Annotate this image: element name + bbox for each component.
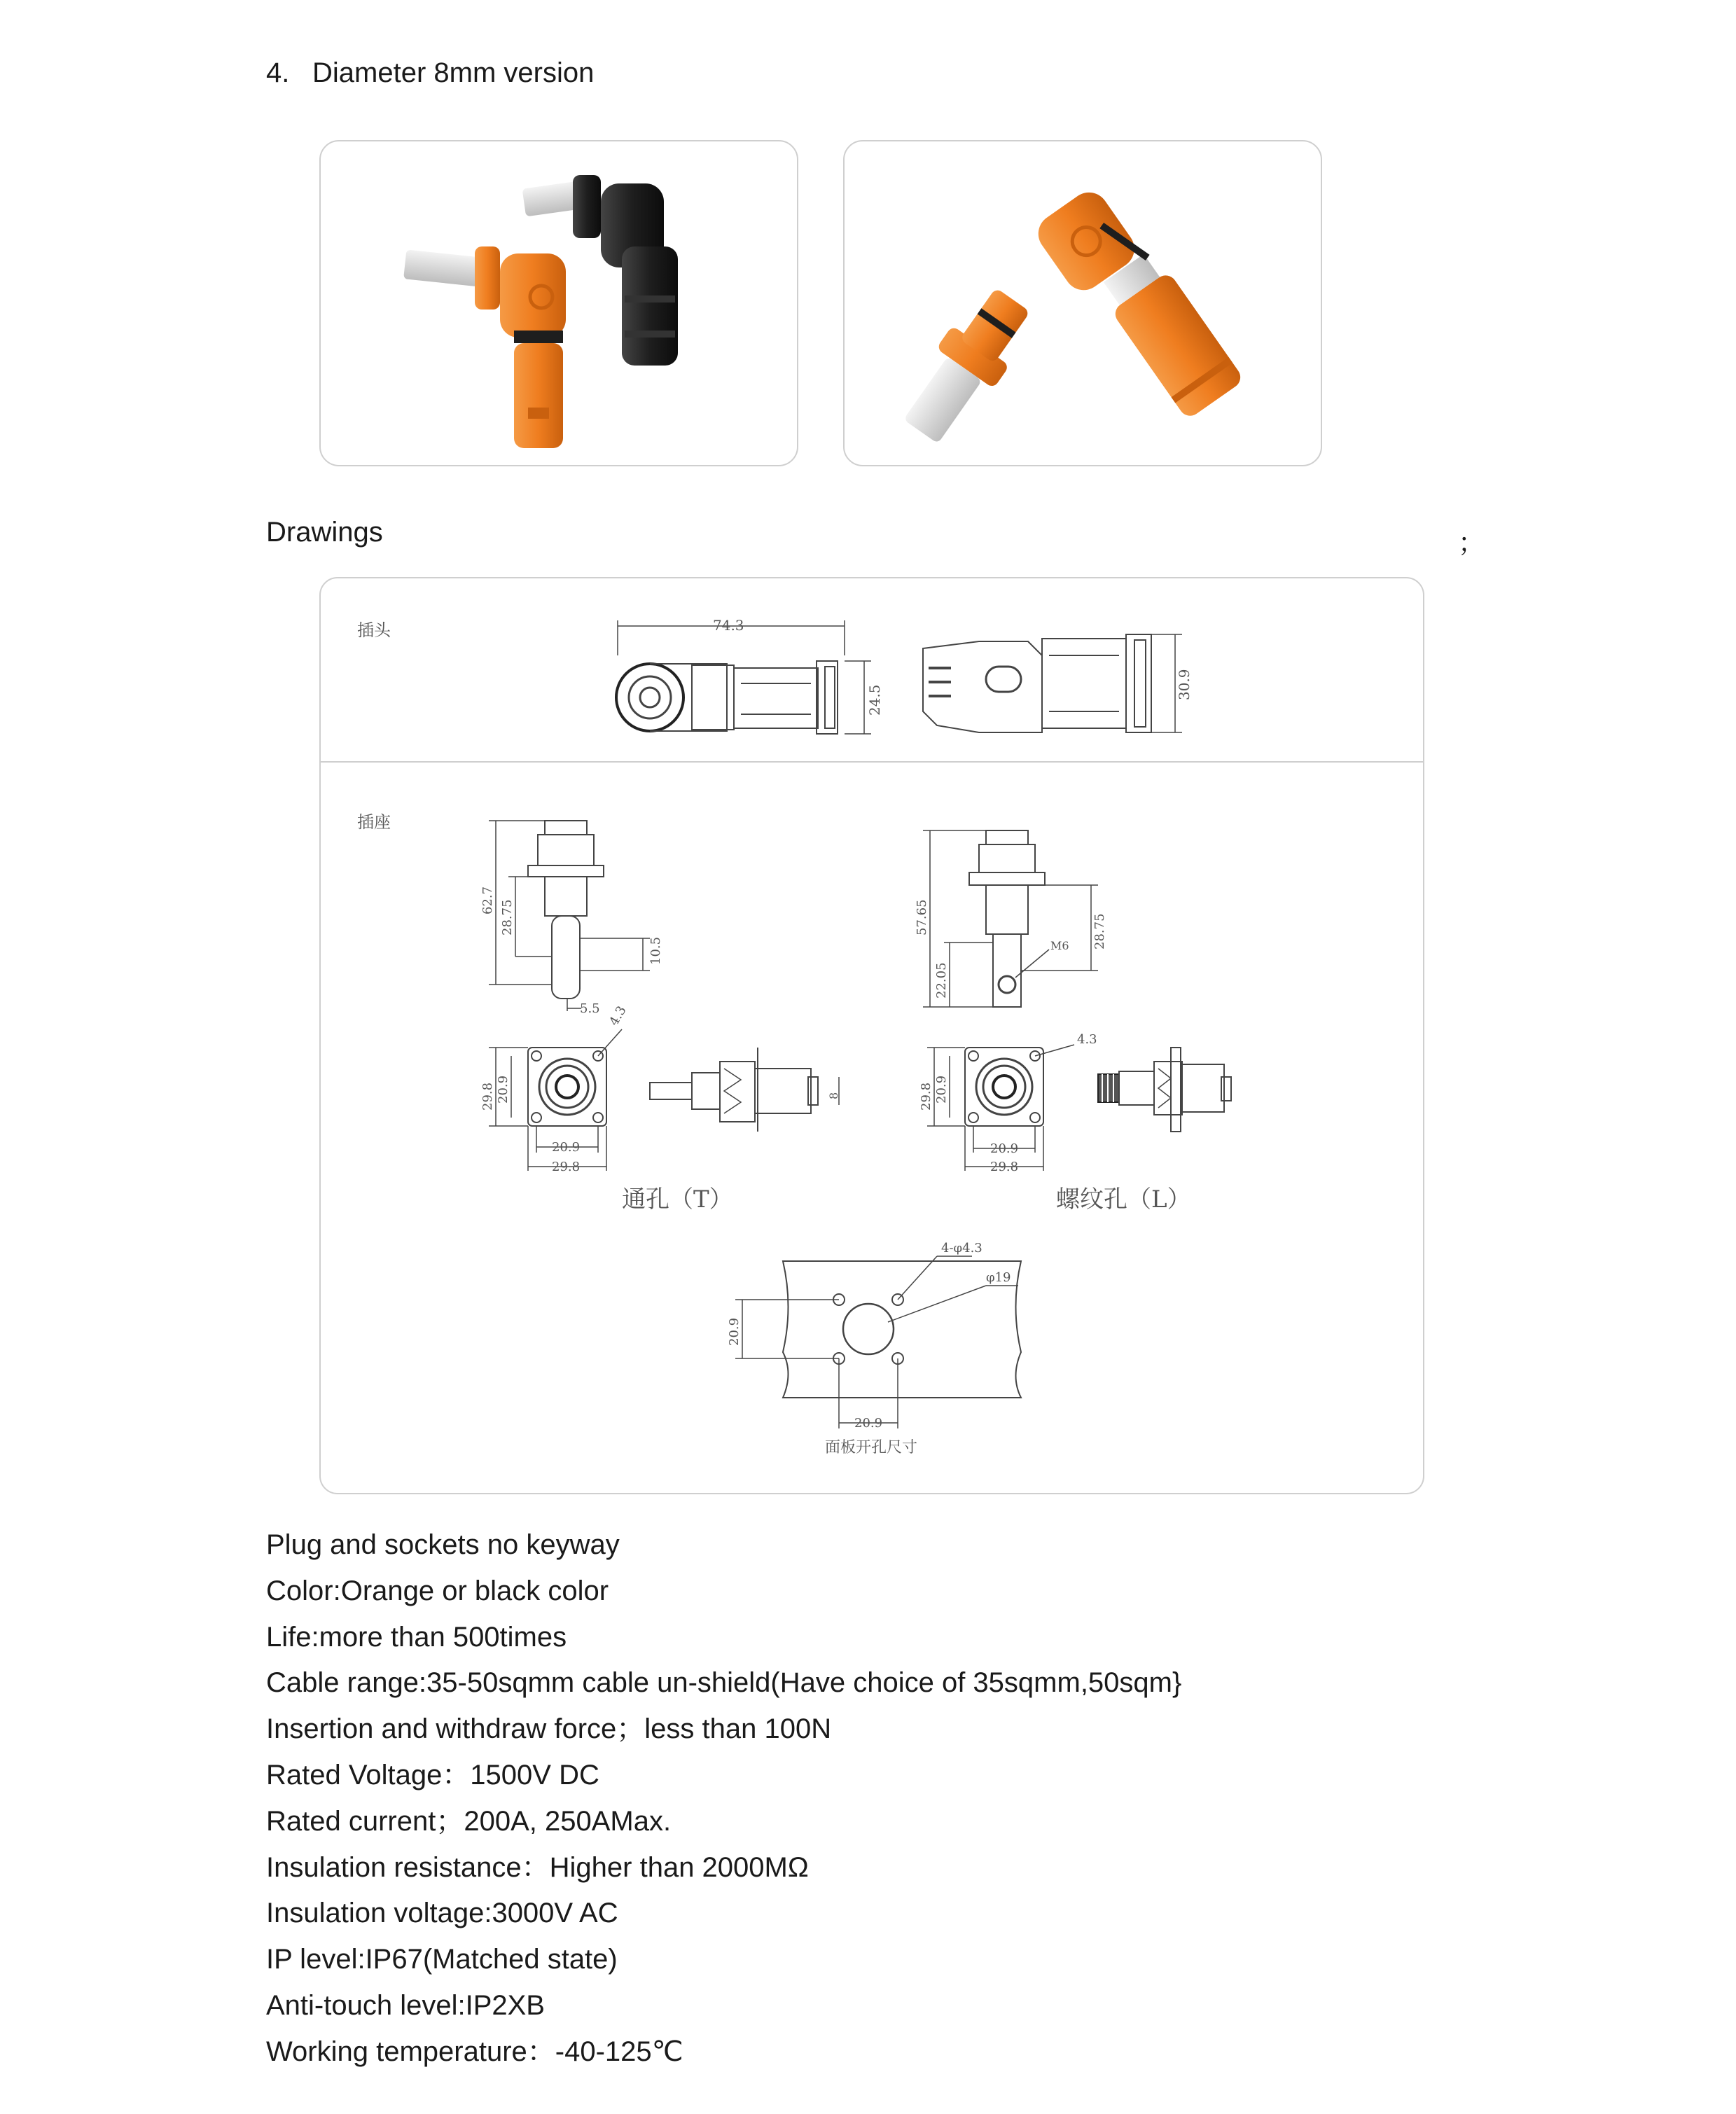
spec-keyway: Plug and sockets no keyway [266, 1529, 620, 1560]
connector-photo-2 [845, 141, 1321, 465]
cutout-vertical-dim: 20.9 [727, 1317, 742, 1346]
t-total-dim: 62.7 [480, 886, 495, 915]
thread-hole-section-view [1098, 1048, 1231, 1132]
plug-side-view [616, 620, 871, 734]
cutout-holes-dim: 4-φ4.3 [941, 1241, 982, 1256]
plug-height-dim-a: 24.5 [866, 684, 883, 716]
l-thread-dim: M6 [1050, 939, 1069, 952]
l-inner-dim: 20.9 [934, 1075, 949, 1104]
technical-drawing [321, 578, 1423, 1493]
thread-hole-caption: 螺纹孔（L） [1056, 1185, 1191, 1214]
l-mid-dim: 28.75 [1092, 913, 1107, 950]
spec-rated-voltage: Rated Voltage：1500V DC [266, 1759, 599, 1790]
spec-insulation-resistance: Insulation resistance：Higher than 2000MΩ [266, 1851, 809, 1883]
plug-height-dim-b: 30.9 [1176, 669, 1193, 700]
through-hole-section-view [650, 1048, 839, 1132]
section-heading [266, 57, 594, 89]
product-photo-orange-black [319, 140, 798, 466]
plug-top-view [923, 634, 1182, 732]
t-outer-dim: 29.8 [480, 1082, 495, 1111]
spec-insertion-force: Insertion and withdraw force；less than 100N [266, 1713, 832, 1745]
plug-length-dim: 74.3 [713, 617, 744, 634]
t-bottom-out-dim: 29.8 [552, 1160, 581, 1174]
spec-ip-level: IP level:IP67(Matched state) [266, 1944, 618, 1975]
socket-label: 插座 [357, 812, 391, 832]
spec-cable-range: Cable range:35-50sqmm cable un-shield(Have choice of 35sqmm,50sqm} [266, 1667, 1182, 1699]
spec-working-temperature: Working temperature：-40-125℃ [266, 2036, 683, 2067]
spec-rated-current: Rated current；200A, 250AMax. [266, 1805, 672, 1837]
product-photo-orange-pair [843, 140, 1322, 466]
section-number: 4. [266, 57, 290, 88]
spec-insulation-voltage: Insulation voltage:3000V AC [266, 1898, 618, 1929]
drawings-panel [319, 577, 1424, 1494]
panel-cutout-view [735, 1256, 1021, 1428]
l-total-dim: 57.65 [915, 899, 929, 936]
connector-photo-1 [321, 141, 797, 465]
spec-anti-touch: Anti-touch level:IP2XB [266, 1989, 545, 2021]
t-bottom-in-dim: 20.9 [552, 1140, 581, 1155]
t-hole-dim: 4.3 [606, 1003, 630, 1029]
l-hole-dim: 4.3 [1077, 1032, 1097, 1047]
thread-hole-side-view [923, 830, 1098, 1007]
t-inner-dim: 20.9 [496, 1075, 511, 1104]
spec-color: Color:Orange or black color [266, 1575, 609, 1606]
cutout-center-dim: φ19 [986, 1270, 1011, 1285]
spec-list [266, 1522, 1181, 2075]
section-title: Diameter 8mm version [312, 57, 595, 88]
cutout-caption: 面板开孔尺寸 [825, 1439, 918, 1456]
t-side-dim: 8 [827, 1092, 840, 1099]
l-bottom-in-dim: 20.9 [990, 1141, 1019, 1156]
plug-label: 插头 [357, 620, 391, 640]
drawings-label: Drawings [266, 517, 383, 548]
through-hole-caption: 通孔（T） [622, 1185, 733, 1214]
t-mid-dim: 28.75 [500, 899, 515, 936]
l-bottom-out-dim: 29.8 [990, 1160, 1019, 1174]
trailing-mark: ； [1458, 529, 1485, 558]
t-width-dim: 5.5 [580, 1001, 600, 1016]
cutout-horizontal-dim: 20.9 [854, 1416, 883, 1431]
spec-life: Life:more than 500times [266, 1621, 567, 1653]
l-low-dim: 22.05 [934, 962, 949, 999]
t-tip-dim: 10.5 [648, 936, 663, 965]
l-outer-dim: 29.8 [919, 1082, 933, 1111]
